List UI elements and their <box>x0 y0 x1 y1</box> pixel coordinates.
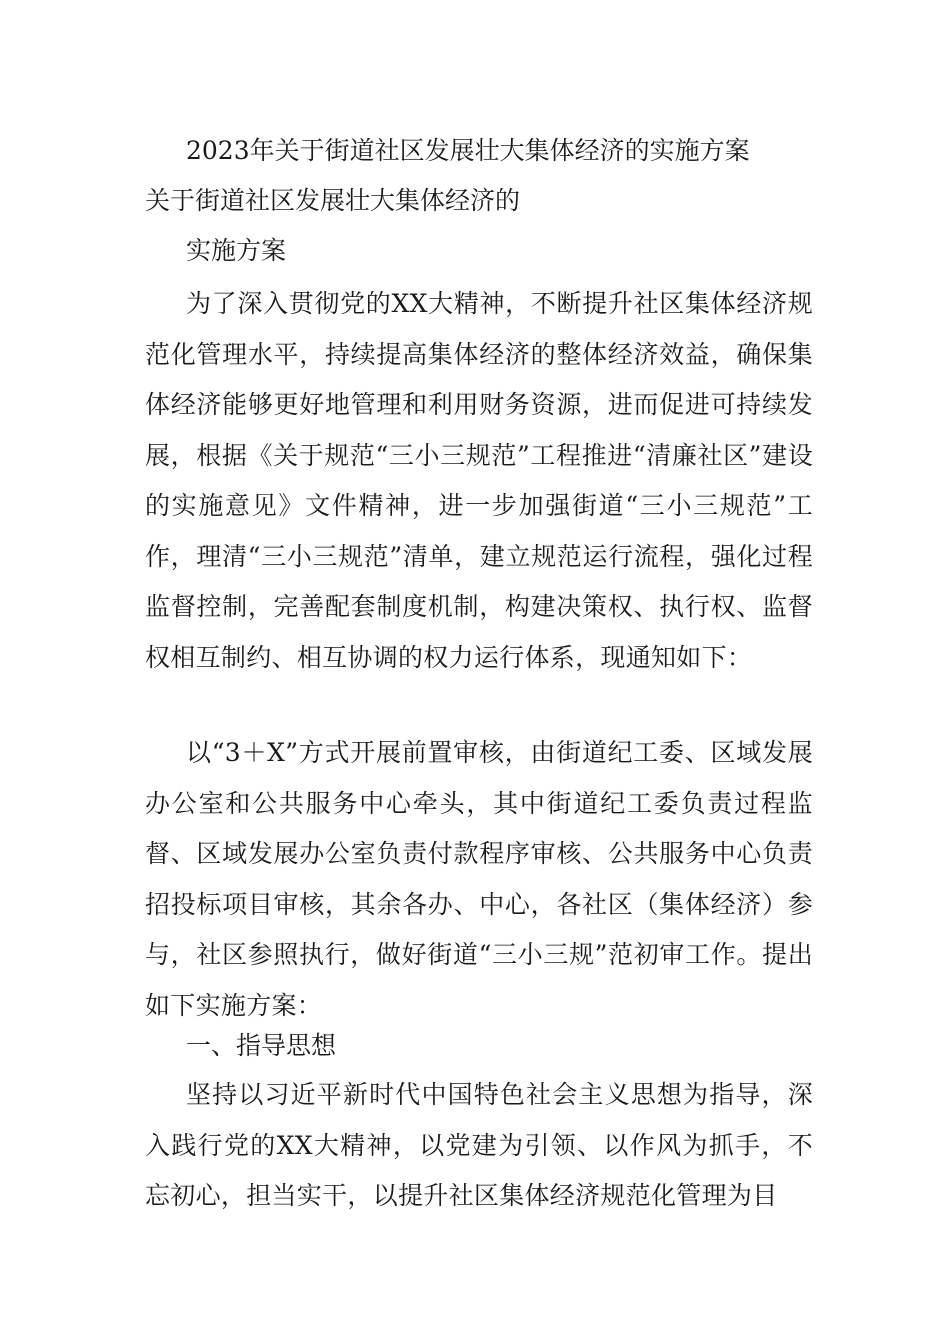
section-heading-guiding-ideology: 一、指导思想 <box>186 1031 337 1060</box>
subtitle-line-1: 关于街道社区发展壮大集体经济的 <box>145 186 521 215</box>
document-title: 2023年关于街道社区发展壮大集体经济的实施方案 <box>186 136 750 165</box>
paragraph-review-method: 以“3＋X”方式开展前置审核，由街道纪工委、区域发展办公室和公共服务中心牵头，其中街道纪工委负责过程监督、区域发展办公室负责付款程序审核、公共服务中心负责招投标项目审核，其余各办、中心，各社区（集体经济）参与，社区参照执行，做好街道“三小三规”范初审工作。提出如下实施方案： <box>145 738 813 1020</box>
paragraph-intro: 为了深入贯彻党的XX大精神，不断提升社区集体经济规范化管理水平，持续提高集体经济的整体经济效益，确保集体经济能够更好地管理和利用财务资源，进而促进可持续发展，根据《关于规范“三小三规范”工程推进“清廉社区”建设的实施意见》文件精神，进一步加强街道“三小三规范”工作，理清“三小三规范”清单，建立规范运行流程，强化过程监督控制，完善配套制度机制，构建决策权、执行权、监督权相互制约、相互协调的权力运行体系，现通知如下： <box>145 289 813 672</box>
subtitle-line-2: 实施方案 <box>186 236 287 265</box>
paragraph-guiding-ideology: 坚持以习近平新时代中国特色社会主义思想为指导，深入践行党的XX大精神，以党建为引领、以作风为抓手，不忘初心，担当实干，以提升社区集体经济规范化管理为目 <box>145 1080 813 1210</box>
